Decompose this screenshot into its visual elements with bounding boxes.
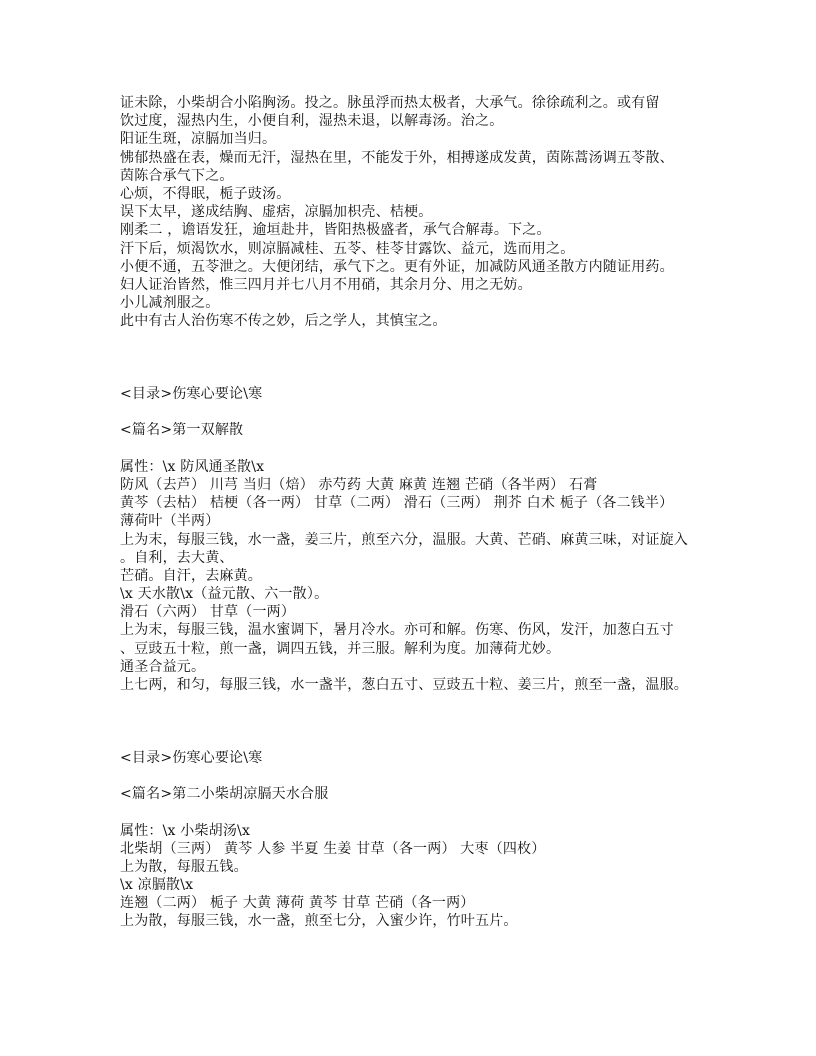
blank-line [120, 712, 720, 730]
document-body [120, 94, 720, 931]
text-line: 上为末，每服三钱，温水蜜调下，暑月冷水。亦可和解。伤寒、伤风，发汗，加葱白五寸 [120, 622, 674, 639]
text-line: 连翘（二两） 栀子 大黄 薄荷 黄芩 甘草 芒硝（各一两） [120, 895, 475, 912]
text-line: 属性：\x 小柴胡汤\x [120, 822, 251, 839]
blank-line [120, 767, 720, 785]
text-line: 汗下后，烦渴饮水，则凉膈减桂、五苓、桂苓甘露饮、益元，选而用之。 [120, 240, 575, 257]
text-line: 通圣合益元。 [120, 658, 206, 675]
text-line: <篇名>第二小柴胡凉膈天水合服 [120, 786, 329, 803]
text-line: 怫郁热盛在表，燥而无汗，湿热在里，不能发于外，相搏遂成发黄，茵陈蒿汤调五苓散、 [120, 149, 674, 166]
blank-line [120, 330, 720, 348]
text-line: 小儿减剂服之。 [120, 295, 220, 312]
text-line: 心烦，不得眠，栀子豉汤。 [120, 185, 291, 202]
text-line: 上为末，每服三钱，水一盏，姜三片，煎至六分，温服。大黄、芒硝、麻黄三味，对证旋入 [120, 531, 688, 548]
blank-line [120, 731, 720, 749]
text-line: 防风（去芦） 川芎 当归（焙） 赤芍药 大黄 麻黄 连翘 芒硝（各半两） 石膏 [120, 476, 598, 493]
text-line: 小便不通，五苓泄之。大便闭结，承气下之。更有外证，加减防风通圣散方内随证用药。 [120, 258, 674, 275]
text-line: 芒硝。自汗，去麻黄。 [120, 567, 262, 584]
blank-line [120, 803, 720, 821]
text-line: 饮过度，湿热内生，小便自利，湿热未退，以解毒汤。治之。 [120, 113, 504, 130]
text-line: <目录>伤寒心要论\寒 [120, 386, 263, 402]
text-line: 上为散，每服五钱。 [120, 858, 248, 875]
blank-line [120, 403, 720, 421]
text-line: 、豆豉五十粒，煎一盏，调四五钱，并三服。解利为度。加薄荷尤妙。 [120, 640, 561, 657]
blank-line [120, 694, 720, 712]
text-line: 妇人证治皆然，惟三四月并七八月不用硝，其余月分、用之无妨。 [120, 276, 532, 293]
text-line: 误下太早，遂成结胸、虚痞，凉膈加枳壳、桔梗。 [120, 204, 433, 221]
text-line: 黄芩（去枯） 桔梗（各一两） 甘草（二两） 滑石（三两） 荆芥 白术 栀子（各二钱半） [120, 495, 674, 512]
text-line: 阳证生斑，凉膈加当归。 [120, 131, 277, 148]
blank-line [120, 349, 720, 367]
text-line: <目录>伤寒心要论\寒 [120, 749, 263, 766]
text-line: \x 凉膈散\x [120, 877, 194, 894]
text-line: 薄荷叶（半两） [120, 513, 220, 530]
blank-line [120, 440, 720, 458]
text-line: 上七两，和匀，每服三钱，水一盏半，葱白五寸、豆豉五十粒、姜三片，煎至一盏，温服。 [120, 677, 688, 693]
text-line: \x 天水散\x（益元散、六一散）。 [120, 586, 329, 603]
text-line: 属性：\x 防风通圣散\x [120, 458, 265, 475]
text-line: 。自利，去大黄、 [120, 549, 234, 566]
text-line: 北柴胡（三两） 黄芩 人参 半夏 生姜 甘草（各一两） 大枣（四枚） [120, 840, 546, 857]
text-line: 刚柔二 ，谵语发狂，逾垣赴井，皆阳热极盛者，承气合解毒。下之。 [120, 222, 551, 239]
text-line: 此中有古人治伤寒不传之妙，后之学人，其慎宝之。 [120, 313, 447, 330]
text-line: 上为散，每服三钱，水一盏，煎至七分，入蜜少许，竹叶五片。 [120, 913, 518, 930]
text-line: 茵陈合承气下之。 [120, 167, 234, 184]
text-line: 证未除，小柴胡合小陷胸汤。投之。脉虽浮而热太极者，大承气。徐徐疏利之。或有留 [120, 95, 660, 111]
text-line: <篇名>第一双解散 [120, 422, 244, 439]
text-line: 滑石（六两） 甘草（一两） [120, 604, 296, 621]
blank-line [120, 367, 720, 385]
